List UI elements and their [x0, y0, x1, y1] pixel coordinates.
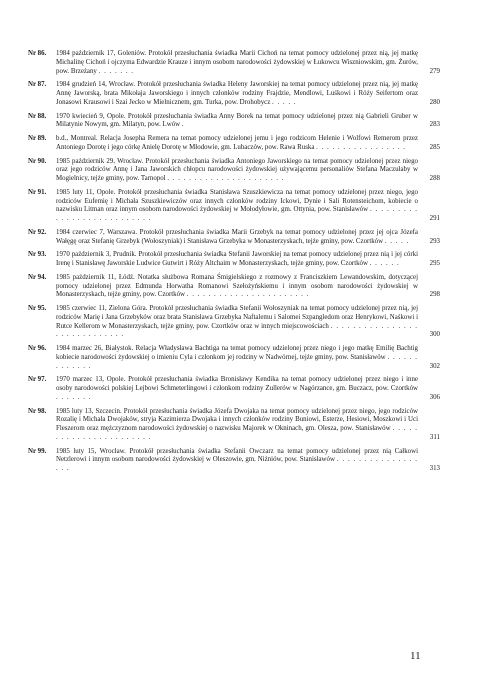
- entry-text: 1985 październik 29, Wrocław. Protokół przesłuchania świadka Antoniego Jaworskiego na temat pomocy udzielonej przez niego oraz jego rodziców Annę i Jana Jaworskich chłopcu narodowości żydowskiej używającemu personaliów Stefana Maczułaby w Mogielnicy, tejże gminy, pow. Tarnopol: [56, 157, 418, 182]
- entry-text: 1970 marzec 13, Opole. Protokół przesłuchania świadka Bronisławy Kendika na temat pomocy udzielonej przez niego i inne osoby narodowości polskiej Lejbowi Schmeterlingowi i członkom rodziny Zullerów w Nagórzance, gm. Buczacz, pow. Czortków: [56, 376, 418, 392]
- leader-dots: . . . . . . . . . . . . . . . . . . . . . . .: [186, 291, 310, 299]
- leader-dots: . . . . . . . . . . . . . . . . . .: [56, 456, 418, 472]
- toc-entry: [28, 408, 440, 443]
- entry-text: 1985 luty 13, Szczecin. Protokół przesłuchania świadka Józefa Dwojaka na temat pomocy udzielonej przez niego, jego rodziców Rozalię i Michała Dwojaków, stryja Kazimierza Dwojaka i innych członków rodziny Buniowi, Esterze, Hesiowi, Moszkowi i Uci Fleszerom oraz mężczyznom narodowości żydowskiej o nazwisku Majorek w Okninach, gm. Olesza, pow. Stanisławów: [56, 407, 418, 432]
- leader-dots: . . . . . . . . . . . . . . . . . . . . . . .: [56, 425, 418, 441]
- page-number: 11: [410, 650, 421, 662]
- entry-number: Nr 88.: [28, 112, 47, 120]
- entry-text: 1985 październik 11, Łódź. Notatka służbowa Romana Śmigielskiego z rozmowy z Franciszkiem Lewandowskim, dotyczącej pomocy udzielonej przez Edmunda Horwatha Romanowi Szełożyńskiemu i innym osobom narodowości żydowskiej w Monasterzyskach, tejże gminy, pow. Czortków: [56, 273, 418, 299]
- entry-page: 279: [429, 67, 440, 75]
- entry-page: 280: [429, 98, 440, 106]
- entry-number: Nr 91.: [28, 188, 47, 196]
- leader-dots: . . . . . . .: [56, 393, 92, 401]
- toc-entry: [28, 189, 440, 224]
- table-of-contents: [28, 50, 440, 479]
- entry-page: 298: [429, 291, 440, 299]
- entry-page: 302: [429, 362, 440, 370]
- entry-number: Nr 97.: [28, 376, 47, 384]
- entry-number: Nr 92.: [28, 228, 47, 236]
- entry-text: 1970 kwiecień 9, Opole. Protokół przesłuchania świadka Anny Borek na temat pomocy udzielonej przez nią Gabrieli Gruber w Milatynie Nowym, gm. Milatyn, pow. Lwów: [56, 112, 418, 129]
- toc-entry: [28, 448, 440, 474]
- entry-number: Nr 86.: [28, 50, 47, 57]
- leader-dots: . . . . . . . . . . . . . . . . . . . . . . . . . . . . .: [56, 322, 418, 339]
- entry-text: 1970 październik 3, Prudnik. Protokół przesłuchania świadka Stefanii Jaworskiej na temat pomocy udzielonej przez nią i jej córki Irenę i Stanisławę Jaworskie Ludwice Gutwirt i Róży Altchaim w Monasterzyskach, tejże gminy, pow. Czortków: [56, 251, 418, 267]
- entry-text: 1984 grudzień 14, Wrocław. Protokół przesłuchania świadka Heleny Jaworskiej na temat pomocy udzielonej przez nią, jej matkę Annę Jaworską, brata Mikołaja Jaworskiego i innych członków rodziny Frajdzie, Mendlowi, Luśkowi i Róży Seifertom oraz Jonasowi Krausowi i Szai Jecko w Mielnicznem, gm. Turka, pow. Drohobycz: [56, 81, 418, 106]
- toc-entry: [28, 251, 440, 269]
- leader-dots: . . . . . . .: [98, 67, 135, 75]
- entry-text: 1985 luty 15, Wrocław. Protokół przesłuchania świadka Stefanii Owczarz na temat pomocy udzielonej przez nią Całkowi Netzlerowi i innym osobom narodowości żydowskiej w Oleszowie, gm. Niżniów, pow. Stanisławów: [56, 447, 418, 464]
- entry-page: 291: [429, 215, 440, 222]
- toc-entry: [28, 305, 440, 340]
- entry-number: Nr 98.: [28, 407, 47, 415]
- toc-entry: [28, 135, 440, 153]
- entry-number: Nr 94.: [28, 273, 47, 281]
- entry-page: 300: [429, 331, 440, 339]
- entry-text: 1985 luty 11, Opole. Protokół przesłuchania świadka Stanisława Szuszkiewicza na temat pomocy udzielonej przez niego, jego rodziców Eufemię i Michała Szuszkiewiczów oraz innych członków rodziny Ickowi, Dynie i Sali Rotensteichom, kobiecie o nazwisku Litman oraz innym osobom narodowości żydowskiej w Mołodyłowie, gm. Ottynia, pow. Stanisławów: [56, 188, 418, 214]
- toc-entry: [28, 274, 440, 300]
- leader-dots: . . . . . . . . . . . . .: [56, 353, 418, 370]
- entry-page: 283: [429, 121, 440, 129]
- entry-page: 306: [429, 393, 440, 401]
- entry-text: 1985 czerwiec 11, Zielona Góra. Protokół przesłuchania świadka Stefanii Wołoszyniak na temat pomocy udzielonej przez nią, jej rodziców Marię i Jana Grzebyków oraz brata Stanisława Grzebyka Naftalemu i Salomei Szpangledom oraz Henrykowi, Naśkowi i Rutce Kellerom w Monasterzyskach, tejże gminy, pow. Czortków oraz w innych miejscowościach: [56, 305, 418, 330]
- leader-dots: .: [181, 121, 185, 129]
- entry-number: Nr 95.: [28, 305, 47, 312]
- toc-entry: [28, 113, 440, 131]
- entry-number: Nr 93.: [28, 251, 47, 259]
- leader-dots: . . . . . .: [369, 260, 400, 267]
- entry-number: Nr 87.: [28, 81, 47, 89]
- toc-entry: [28, 81, 440, 107]
- toc-entry: [28, 345, 440, 371]
- toc-entry: [28, 229, 440, 247]
- entry-page: 295: [429, 260, 440, 267]
- entry-text: 1984 marzec 26, Białystok. Relacja Władysława Bachtiga na temat pomocy udzielonej przez niego i jego matkę Emilię Bachtig kobiecie narodowości żydowskiej o imieniu Cyla i członkom jej rodziny w Nadwórnej, tejże gminy, pow. Stanisławów: [56, 345, 418, 361]
- entry-number: Nr 96.: [28, 345, 47, 352]
- entry-number: Nr 89.: [28, 135, 47, 142]
- toc-entry: [28, 50, 440, 76]
- entry-number: Nr 90.: [28, 157, 47, 165]
- entry-page: 285: [429, 143, 440, 151]
- entry-text: 1984 październik 17, Goleniów. Protokół przesłuchania świadka Marii Cichoń na temat pomocy udzielonej przez nią, jej matkę Michalinę Cichoń i ojczyma Edwardzie Krauze i innym osobom narodowości żydowskiej w Łukowcu Wiszniowskim, gm. Żurów, pow. Brzeżany: [56, 50, 418, 75]
- leader-dots: . . . . .: [272, 98, 297, 106]
- entry-text: b.d., Montreal. Relacja Josepha Remera na temat pomocy udzielonej jemu i jego rodzicom Helenie i Wolfowi Remerom przez Antoniego Dorotę i jego córkę Anielę Dorotę w Młodowie, gm. Lubaczów, pow. Rawa Ruska: [56, 135, 418, 151]
- entry-number: Nr 99.: [28, 447, 47, 455]
- entry-page: 293: [429, 237, 440, 245]
- toc-entry: [28, 376, 440, 402]
- entry-page: 313: [429, 465, 440, 472]
- leader-dots: . . . . . . . . . . . . . . . . .: [316, 143, 406, 151]
- leader-dots: . . . . . . . . . . . . . . . . . . . . . .: [167, 175, 285, 182]
- leader-dots: . . . . .: [384, 237, 410, 245]
- leader-dots: . . . . . . . . . . . . . . . . . . . . . . . . . . .: [56, 206, 418, 222]
- toc-entry: [28, 158, 440, 184]
- entry-page: 311: [429, 433, 440, 441]
- entry-text: 1984 czerwiec 7, Warszawa. Protokół przesłuchania świadka Marii Grzebyk na temat pomocy udzielonej przez jej ojca Józefa Wałęgę oraz Stefanię Grzebyk (Wołoszyniak) i Stanisława Grzebyka w Monasterzyskach, tejże gminy, pow. Czortków: [56, 228, 418, 245]
- entry-page: 288: [429, 175, 440, 182]
